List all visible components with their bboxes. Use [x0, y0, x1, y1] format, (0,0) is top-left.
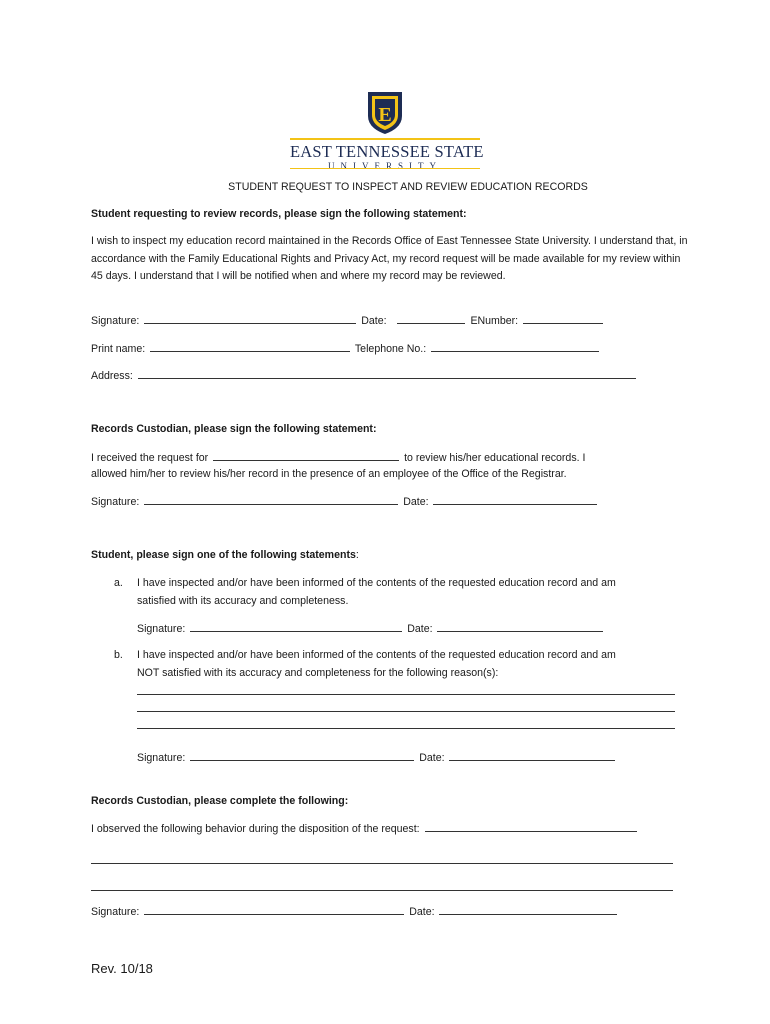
section1-signature-row [91, 312, 605, 330]
print-name-label: Print name: [91, 343, 146, 355]
option-a-signature-row [137, 620, 605, 638]
date-label: Date: [403, 496, 429, 508]
address-field[interactable] [138, 367, 636, 379]
signature-label: Signature: [91, 906, 140, 918]
signature-label: Signature: [137, 752, 186, 764]
option-b-date-field[interactable] [449, 749, 615, 761]
date-label: Date: [419, 752, 445, 764]
option-a-marker: a. [114, 577, 123, 589]
address-label: Address: [91, 370, 133, 382]
section2-line2: allowed him/her to review his/her record in the presence of an employee of the Office of the Registrar. [91, 468, 567, 480]
section3-heading [91, 547, 359, 564]
date-label: Date: [409, 906, 435, 918]
option-b-marker: b. [114, 649, 123, 661]
option-a-signature-field[interactable] [190, 620, 402, 632]
option-b-reason-line-1[interactable] [137, 694, 675, 695]
signature-label: Signature: [91, 496, 140, 508]
print-name-field[interactable] [150, 340, 350, 352]
observed-line-3[interactable] [91, 890, 673, 891]
date-label: Date: [361, 315, 387, 327]
enumber-label: ENumber: [470, 315, 519, 327]
logo-top-rule [290, 138, 480, 140]
observed-field[interactable] [425, 820, 637, 832]
form-title: STUDENT REQUEST TO INSPECT AND REVIEW EDUCATION RECORDS [228, 181, 588, 193]
section1-heading: Student requesting to review records, please sign the following statement: [91, 208, 467, 220]
section1-statement: I wish to inspect my education record maintained in the Records Office of East Tennessee State University. I understand that, in accordance with the Family Educational Rights and Privacy Act, my record request will be made available for my review within 45 days. I understand that I will be notified when and where my record may be reviewed. [91, 235, 688, 282]
option-b-signature-row [137, 749, 617, 767]
option-a-line2: satisfied with its accuracy and completeness. [137, 595, 349, 607]
university-name: EAST TENNESSEE STATE [290, 142, 484, 161]
received-request-text: I received the request for [91, 452, 209, 464]
section1-address-row [91, 367, 638, 385]
custodian-signature-field[interactable] [144, 493, 398, 505]
date-field[interactable] [397, 312, 465, 324]
section3-heading-colon: : [355, 549, 359, 561]
telephone-field[interactable] [431, 340, 599, 352]
etsu-logo [290, 90, 484, 171]
option-a-date-field[interactable] [437, 620, 603, 632]
option-b-line1: I have inspected and/or have been informed of the contents of the requested education record and am [137, 649, 616, 661]
option-b-reason-line-3[interactable] [137, 728, 675, 729]
signature-label: Signature: [137, 623, 186, 635]
section4-signature-field[interactable] [144, 903, 404, 915]
section4-date-field[interactable] [439, 903, 617, 915]
custodian-date-field[interactable] [433, 493, 597, 505]
university-sub: UNIVERSITY [328, 161, 442, 171]
logo-bottom-rule [290, 168, 480, 169]
signature-field[interactable] [144, 312, 356, 324]
section2-heading: Records Custodian, please sign the following statement: [91, 423, 377, 435]
section4-heading: Records Custodian, please complete the following: [91, 795, 349, 807]
section4-signature-row [91, 903, 619, 921]
enumber-field[interactable] [523, 312, 603, 324]
review-records-text: to review his/her educational records. I [404, 452, 586, 464]
observed-line-2[interactable] [91, 863, 673, 864]
section4-observed-row [91, 820, 639, 838]
section1-name-row [91, 340, 601, 358]
student-name-field[interactable] [213, 449, 399, 461]
option-b-reason-line-2[interactable] [137, 711, 675, 712]
section2-line1 [91, 449, 585, 467]
revision-label: Rev. 10/18 [91, 961, 153, 976]
observed-label: I observed the following behavior during the disposition of the request: [91, 823, 420, 835]
section2-signature-row [91, 493, 599, 511]
option-b-signature-field[interactable] [190, 749, 414, 761]
signature-label: Signature: [91, 315, 140, 327]
telephone-label: Telephone No.: [354, 343, 427, 355]
option-a-line1: I have inspected and/or have been informed of the contents of the requested education record and am [137, 577, 616, 589]
date-label: Date: [407, 623, 433, 635]
seal-letter: E [378, 104, 392, 126]
section3-heading-text: Student, please sign one of the following statements [91, 549, 356, 561]
option-b-line2: NOT satisfied with its accuracy and completeness for the following reason(s): [137, 667, 499, 679]
